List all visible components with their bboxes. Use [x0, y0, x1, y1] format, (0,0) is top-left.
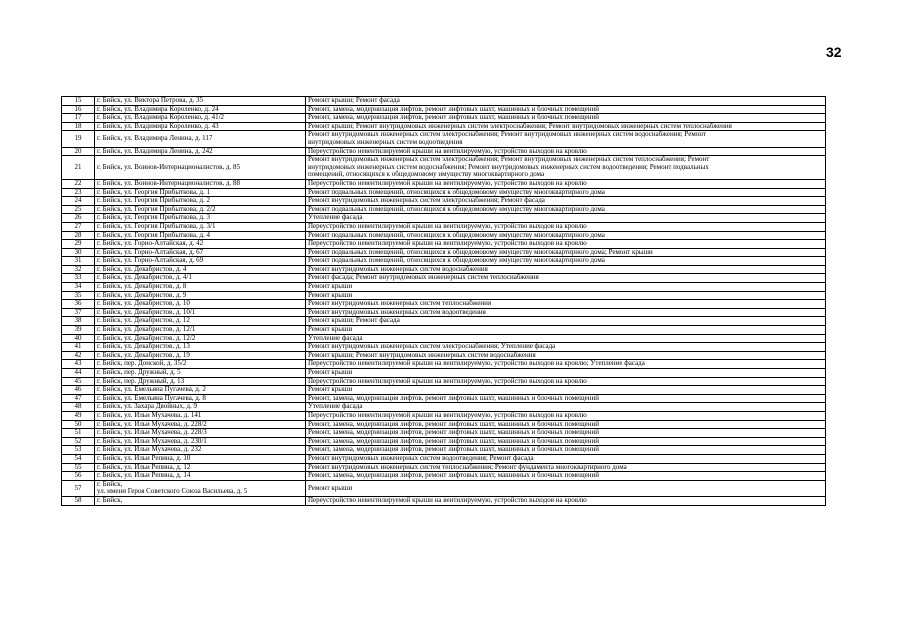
works-line: внутридомовых инженерных систем водоснабжения; Ремонт внутридомовых инженерных систем водоотведения; Ремонт подвальных — [308, 162, 709, 171]
address-line: г. Бийск, ул. Ильи Репина, д. 14 — [97, 471, 191, 480]
works-line: Переустройство невентилируемой крыши на вентилируемую, устройство выходов на кровлю — [308, 239, 587, 248]
address-line: г. Бийск, ул. Декабристов, д. 19 — [97, 351, 190, 359]
works-line: Утепление фасада — [308, 402, 363, 411]
row-number: 21 — [62, 156, 95, 180]
row-number: 51 — [62, 429, 95, 438]
works-cell — [306, 231, 826, 240]
address-line: г. Бийск, ул. Декабристов, д. 12/1 — [97, 325, 196, 334]
row-number: 32 — [62, 265, 95, 274]
table-row — [62, 496, 826, 505]
works-cell — [306, 283, 826, 292]
page-number: 32 — [826, 44, 842, 60]
address-line: г. Бийск, ул. Георгия Прибыткова, д. 2/2 — [97, 205, 216, 213]
row-number: 25 — [62, 205, 95, 214]
works-table-container — [61, 96, 826, 506]
works-line: Переустройство невентилируемой крыши на вентилируемую, устройство выходов на кровлю; Утепление фасада — [308, 359, 645, 368]
row-number: 17 — [62, 114, 95, 123]
table-row — [62, 386, 826, 395]
row-number: 26 — [62, 214, 95, 223]
works-table-body — [62, 97, 826, 506]
works-cell — [306, 105, 826, 114]
address-cell — [95, 394, 306, 403]
address-line: г. Бийск, ул. Декабристов, д. 10 — [97, 299, 190, 308]
address-line: г. Бийск, ул. Владимира Короленко, д. 41/2 — [97, 113, 225, 122]
works-cell — [306, 326, 826, 335]
address-line: г. Бийск, ул. Декабристов, д. 12/2 — [97, 334, 196, 342]
works-cell — [306, 188, 826, 197]
works-cell — [306, 411, 826, 420]
works-cell — [306, 131, 826, 147]
works-line: Утепление фасада — [308, 334, 363, 342]
works-cell — [306, 403, 826, 412]
row-number: 58 — [62, 496, 95, 505]
table-row — [62, 454, 826, 463]
address-line: г. Бийск, ул. Ильи Репина, д. 12 — [97, 463, 191, 471]
address-cell — [95, 179, 306, 188]
address-cell — [95, 360, 306, 369]
works-cell — [306, 420, 826, 429]
works-line: Ремонт подвальных помещений, относящихся к общедомовому имуществу многоквартирного дома; Ремонт крыши — [308, 248, 653, 256]
works-line: Ремонт крыши; Ремонт внутридомовых инженерных систем водоснабжения — [308, 351, 536, 359]
row-number: 43 — [62, 360, 95, 369]
address-cell — [95, 334, 306, 343]
works-line: Ремонт, замена, модернизация лифтов, ремонт лифтовых шахт, машинных и блочных помещений — [308, 394, 599, 402]
address-cell — [95, 147, 306, 156]
table-row — [62, 326, 826, 335]
address-line: г. Бийск, ул. Ильи Мухачева, д. 141 — [97, 411, 202, 419]
works-line: помещений, относящихся к общедомовому имуществу многоквартирного дома — [308, 170, 545, 179]
row-number: 34 — [62, 283, 95, 292]
address-line: г. Бийск, ул. Захара Двойных, д. 9 — [97, 402, 198, 411]
works-cell — [306, 257, 826, 266]
works-cell — [306, 265, 826, 274]
table-row — [62, 97, 826, 106]
address-line: г. Бийск, ул. Ильи Мухачева, д. 228/2 — [97, 420, 207, 428]
address-line: г. Бийск, ул. Декабристов, д. 13 — [97, 342, 190, 351]
address-line: г. Бийск, ул. Ильи Мухачева, д. 232 — [97, 445, 202, 454]
row-number: 49 — [62, 411, 95, 420]
row-number: 31 — [62, 257, 95, 266]
row-number: 42 — [62, 351, 95, 360]
table-row — [62, 334, 826, 343]
works-line: Ремонт, замена, модернизация лифтов, ремонт лифтовых шахт, машинных и блочных помещений — [308, 437, 599, 445]
table-row — [62, 377, 826, 386]
row-number: 55 — [62, 463, 95, 472]
row-number: 16 — [62, 105, 95, 114]
table-row — [62, 214, 826, 223]
works-line: Ремонт внутридомовых инженерных систем электроснабжения; Ремонт внутридомовых инженерных систем теплоснабжения; Ремонт — [308, 155, 710, 164]
row-number: 47 — [62, 394, 95, 403]
address-line: г. Бийск, ул. Декабристов, д. 9 — [97, 291, 187, 299]
address-cell — [95, 472, 306, 481]
table-row — [62, 463, 826, 472]
works-cell — [306, 454, 826, 463]
row-number: 46 — [62, 386, 95, 395]
works-cell — [306, 429, 826, 438]
address-line: г. Бийск, ул. Георгия Прибыткова, д. 2 — [97, 196, 211, 205]
address-cell — [95, 496, 306, 505]
works-cell — [306, 446, 826, 455]
works-cell — [306, 437, 826, 446]
works-line: Переустройство невентилируемой крыши на вентилируемую, устройство выходов на кровлю — [308, 411, 587, 419]
works-cell — [306, 308, 826, 317]
row-number: 28 — [62, 231, 95, 240]
works-line: Ремонт, замена, модернизация лифтов, ремонт лифтовых шахт, машинных и блочных помещений — [308, 428, 599, 437]
works-line: Ремонт крыши; Ремонт внутридомовых инженерных систем электроснабжения; Ремонт внутридомовых инженерных систем теплоснабжения — [308, 122, 732, 130]
table-row — [62, 317, 826, 326]
works-cell — [306, 214, 826, 223]
address-cell — [95, 446, 306, 455]
works-line: внутридомовых инженерных систем водоотведения — [308, 137, 463, 146]
address-line: г. Бийск, ул. Емельяна Пугачева, д. 2 — [97, 385, 206, 394]
works-cell — [306, 291, 826, 300]
table-row — [62, 472, 826, 481]
row-number: 44 — [62, 369, 95, 378]
address-line: г. Бийск, пер. Дружный, д. 13 — [97, 377, 185, 385]
address-line: г. Бийск, ул. Ильи Мухачева, д. 230/1 — [97, 437, 207, 445]
address-cell — [95, 386, 306, 395]
table-row — [62, 147, 826, 156]
address-cell — [95, 480, 306, 496]
address-cell — [95, 454, 306, 463]
works-cell — [306, 179, 826, 188]
address-line: г. Бийск, ул. Георгия Прибыткова, д. 1 — [97, 188, 211, 196]
row-number: 15 — [62, 97, 95, 106]
row-number: 36 — [62, 300, 95, 309]
address-line: г. Бийск, пер. Дружный, д. 5 — [97, 368, 181, 376]
row-number: 54 — [62, 454, 95, 463]
address-line: г. Бийск, — [97, 496, 123, 504]
works-cell — [306, 197, 826, 206]
table-row — [62, 308, 826, 317]
row-number: 22 — [62, 179, 95, 188]
works-cell — [306, 300, 826, 309]
address-line: г. Бийск, ул. Воинов-Интернационалистов, д. 88 — [97, 179, 240, 187]
works-line: Ремонт крыши; Ремонт фасада — [308, 316, 400, 325]
address-cell — [95, 411, 306, 420]
works-line: Переустройство невентилируемой крыши на вентилируемую, устройство выходов на кровлю — [308, 179, 587, 187]
row-number: 39 — [62, 326, 95, 335]
address-cell — [95, 326, 306, 335]
works-cell — [306, 496, 826, 505]
table-row — [62, 156, 826, 180]
table-row — [62, 420, 826, 429]
address-line: г. Бийск, ул. Декабристов, д. 8 — [97, 282, 187, 291]
address-cell — [95, 420, 306, 429]
row-number: 38 — [62, 317, 95, 326]
works-line: Утепление фасада — [308, 213, 363, 222]
table-row — [62, 411, 826, 420]
address-line: г. Бийск, ул. Владимира Короленко, д. 43 — [97, 122, 219, 130]
works-cell — [306, 274, 826, 283]
works-line: Ремонт, замена, модернизация лифтов, ремонт лифтовых шахт, машинных и блочных помещений — [308, 471, 599, 480]
address-cell — [95, 343, 306, 352]
table-row — [62, 222, 826, 231]
row-number: 27 — [62, 222, 95, 231]
row-number: 23 — [62, 188, 95, 197]
works-cell — [306, 317, 826, 326]
address-cell — [95, 377, 306, 386]
row-number: 18 — [62, 122, 95, 131]
address-line: г. Бийск, ул. Горно-Алтайская, д. 42 — [97, 239, 204, 248]
row-number: 20 — [62, 147, 95, 156]
address-cell — [95, 222, 306, 231]
works-cell — [306, 334, 826, 343]
table-row — [62, 429, 826, 438]
address-cell — [95, 131, 306, 147]
address-cell — [95, 205, 306, 214]
works-line: Переустройство невентилируемой крыши на вентилируемую, устройство выходов на кровлю — [308, 147, 587, 155]
works-line: Переустройство невентилируемой крыши на вентилируемую, устройство выходов на кровлю — [308, 377, 587, 385]
works-cell — [306, 122, 826, 131]
address-cell — [95, 122, 306, 131]
works-cell — [306, 343, 826, 352]
row-number: 41 — [62, 343, 95, 352]
works-cell — [306, 248, 826, 257]
table-row — [62, 360, 826, 369]
works-cell — [306, 377, 826, 386]
row-number: 33 — [62, 274, 95, 283]
works-cell — [306, 463, 826, 472]
address-line: г. Бийск, — [97, 480, 123, 488]
address-line: г. Бийск, ул. Емельяна Пугачева, д. 8 — [97, 394, 206, 402]
address-cell — [95, 300, 306, 309]
works-line: Ремонт крыши — [308, 282, 353, 291]
address-cell — [95, 188, 306, 197]
works-line: Ремонт внутридомовых инженерных систем теплоснабжения; Ремонт фундамента многоквартирного дома — [308, 463, 627, 471]
table-row — [62, 240, 826, 249]
row-number: 19 — [62, 131, 95, 147]
works-cell — [306, 360, 826, 369]
table-row — [62, 197, 826, 206]
works-cell — [306, 351, 826, 360]
table-row — [62, 351, 826, 360]
address-cell — [95, 351, 306, 360]
works-cell — [306, 222, 826, 231]
address-cell — [95, 156, 306, 180]
row-number: 57 — [62, 480, 95, 496]
address-line: г. Бийск, ул. Владимира Ленина, д. 242 — [97, 147, 213, 155]
address-cell — [95, 240, 306, 249]
address-cell — [95, 274, 306, 283]
address-line: ул. имени Героя Советского Союза Васильева, д. 5 — [97, 487, 248, 496]
works-line: Ремонт внутридомовых инженерных систем водоотведения; Ремонт фасада — [308, 454, 534, 462]
works-line: Ремонт внутридомовых инженерных систем электроснабжения; Ремонт внутридомовых инженерных систем водоснабжения; Ремонт — [308, 130, 707, 139]
works-line: Ремонт крыши — [308, 385, 353, 394]
row-number: 45 — [62, 377, 95, 386]
address-line: г. Бийск, ул. Владимира Короленко, д. 24 — [97, 105, 219, 113]
table-row — [62, 283, 826, 292]
works-line: Ремонт фасада; Ремонт внутридомовых инженерных систем теплоснабжения — [308, 273, 539, 282]
works-line: Ремонт крыши — [308, 291, 353, 299]
works-cell — [306, 386, 826, 395]
works-cell — [306, 97, 826, 106]
address-line: г. Бийск, ул. Декабристов, д. 4/1 — [97, 273, 192, 282]
works-line: Ремонт внутридомовых инженерных систем электроснабжения; Утепление фасада — [308, 342, 556, 351]
table-row — [62, 480, 826, 496]
works-line: Ремонт внутридомовых инженерных систем водоснабжения — [308, 265, 488, 273]
works-cell — [306, 394, 826, 403]
address-cell — [95, 214, 306, 223]
works-line: Ремонт, замена, модернизация лифтов, ремонт лифтовых шахт, машинных и блочных помещений — [308, 113, 599, 122]
address-cell — [95, 248, 306, 257]
table-row — [62, 274, 826, 283]
address-cell — [95, 114, 306, 123]
address-line: г. Бийск, ул. Георгия Прибыткова, д. 3 — [97, 213, 211, 222]
address-cell — [95, 291, 306, 300]
works-cell — [306, 480, 826, 496]
works-line: Ремонт, замена, модернизация лифтов, ремонт лифтовых шахт, машинных и блочных помещений — [308, 420, 599, 428]
table-row — [62, 265, 826, 274]
table-row — [62, 205, 826, 214]
works-cell — [306, 240, 826, 249]
works-line: Ремонт, замена, модернизация лифтов, ремонт лифтовых шахт, машинных и блочных помещений — [308, 445, 599, 454]
table-row — [62, 300, 826, 309]
table-row — [62, 105, 826, 114]
address-line: г. Бийск, ул. Георгия Прибыткова, д. 3/1 — [97, 222, 216, 230]
row-number: 48 — [62, 403, 95, 412]
address-cell — [95, 308, 306, 317]
row-number: 37 — [62, 308, 95, 317]
table-row — [62, 131, 826, 147]
works-line: Ремонт крыши — [308, 483, 353, 492]
table-row — [62, 122, 826, 131]
works-line: Переустройство невентилируемой крыши на вентилируемую, устройство выходов на кровлю — [308, 496, 587, 504]
works-table — [61, 96, 826, 506]
works-line: Ремонт крыши — [308, 368, 353, 376]
address-line: г. Бийск, ул. Ильи Мухачева, д. 228/3 — [97, 428, 207, 437]
address-line: г. Бийск, ул. Георгия Прибыткова, д. 4 — [97, 231, 211, 239]
row-number: 30 — [62, 248, 95, 257]
table-row — [62, 114, 826, 123]
address-cell — [95, 197, 306, 206]
address-cell — [95, 257, 306, 266]
address-line: г. Бийск, ул. Ильи Репина, д. 10 — [97, 454, 191, 462]
works-line: Ремонт крыши; Ремонт фасада — [308, 96, 400, 104]
address-line: г. Бийск, пер. Донской, д. 35/2 — [97, 359, 187, 368]
table-row — [62, 231, 826, 240]
table-row — [62, 291, 826, 300]
table-row — [62, 343, 826, 352]
address-cell — [95, 463, 306, 472]
works-cell — [306, 472, 826, 481]
table-row — [62, 394, 826, 403]
works-cell — [306, 156, 826, 180]
works-line: Ремонт внутридомовых инженерных систем электроснабжения; Ремонт фасада — [308, 196, 545, 205]
address-cell — [95, 429, 306, 438]
address-cell — [95, 317, 306, 326]
row-number: 29 — [62, 240, 95, 249]
table-row — [62, 188, 826, 197]
address-cell — [95, 231, 306, 240]
address-line: г. Бийск, ул. Декабристов, д. 4 — [97, 265, 187, 273]
works-line: Ремонт, замена, модернизация лифтов, ремонт лифтовых шахт, машинных и блочных помещений — [308, 105, 599, 113]
works-cell — [306, 114, 826, 123]
works-line: Ремонт подвальных помещений, относящихся к общедомовому имуществу многоквартирного дома — [308, 188, 605, 196]
works-line: Ремонт внутридомовых инженерных систем водоотведения — [308, 308, 486, 316]
row-number: 24 — [62, 197, 95, 206]
address-cell — [95, 437, 306, 446]
table-row — [62, 403, 826, 412]
row-number: 56 — [62, 472, 95, 481]
address-cell — [95, 105, 306, 114]
address-cell — [95, 369, 306, 378]
address-line: г. Бийск, ул. Владимира Ленина, д. 117 — [97, 134, 213, 143]
address-line: г. Бийск, ул. Декабристов, д. 12 — [97, 316, 190, 325]
row-number: 40 — [62, 334, 95, 343]
address-cell — [95, 97, 306, 106]
works-cell — [306, 369, 826, 378]
table-row — [62, 369, 826, 378]
row-number: 52 — [62, 437, 95, 446]
works-line: Ремонт подвальных помещений, относящихся к общедомовому имуществу многоквартирного дома — [308, 256, 605, 265]
address-line: г. Бийск, ул. Виктора Петрова, д. 35 — [97, 96, 204, 104]
address-line: г. Бийск, ул. Горно-Алтайская, д. 69 — [97, 256, 204, 265]
table-row — [62, 248, 826, 257]
table-row — [62, 446, 826, 455]
table-row — [62, 437, 826, 446]
works-line: Переустройство невентилируемой крыши на вентилируемую, устройство выходов на кровлю — [308, 222, 587, 230]
address-line: г. Бийск, ул. Декабристов, д. 10/1 — [97, 308, 196, 316]
row-number: 50 — [62, 420, 95, 429]
address-cell — [95, 283, 306, 292]
row-number: 53 — [62, 446, 95, 455]
table-row — [62, 179, 826, 188]
table-row — [62, 257, 826, 266]
works-cell — [306, 147, 826, 156]
works-line: Ремонт подвальных помещений, относящихся к общедомовому имуществу многоквартирного дома — [308, 231, 605, 239]
address-cell — [95, 265, 306, 274]
works-line: Ремонт внутридомовых инженерных систем теплоснабжения — [308, 299, 492, 308]
works-cell — [306, 205, 826, 214]
address-line: г. Бийск, ул. Горно-Алтайская, д. 67 — [97, 248, 204, 256]
address-line: г. Бийск, ул. Воинов-Интернационалистов, д. 85 — [97, 162, 240, 171]
row-number: 35 — [62, 291, 95, 300]
works-line: Ремонт крыши — [308, 325, 353, 334]
address-cell — [95, 403, 306, 412]
works-line: Ремонт подвальных помещений, относящихся к общедомовому имуществу многоквартирного дома — [308, 205, 605, 213]
